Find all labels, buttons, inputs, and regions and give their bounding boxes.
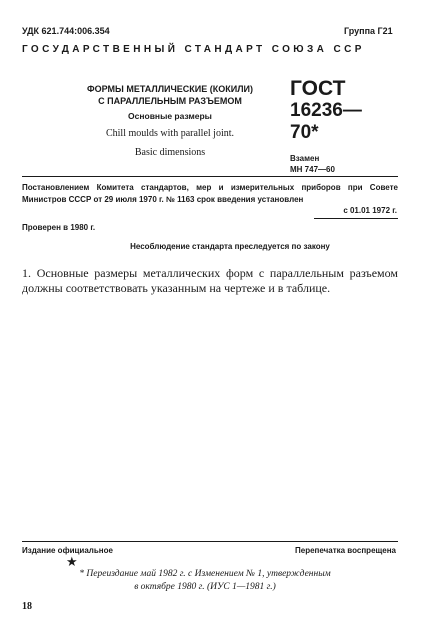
effective-date-underline xyxy=(314,218,398,219)
title-block xyxy=(70,83,270,159)
checked-note: Проверен в 1980 г. xyxy=(22,223,96,232)
replaces-value: МН 747—60 xyxy=(290,165,335,174)
udk-code: УДК 621.744:006.354 xyxy=(22,26,110,36)
replaces-label: Взамен xyxy=(290,154,320,163)
edition-note: Издание официальное xyxy=(22,546,113,555)
effective-date: с 01.01 1972 г. xyxy=(343,206,397,215)
decree-text: Постановлением Комитета стандартов, мер и измерительных приборов при Совете Министров СССР от 29 июля 1970 г. № 1163 срок введения установлен xyxy=(22,183,398,204)
gost-label: ГОСТ xyxy=(290,77,346,100)
reprint-note: Перепечатка воспрещена xyxy=(295,546,396,555)
page-number: 18 xyxy=(22,601,32,612)
title-ru-line1: ФОРМЫ МЕТАЛЛИЧЕСКИЕ (КОКИЛИ) xyxy=(86,84,254,94)
state-standard-header: ГОСУДАРСТВЕННЫЙ СТАНДАРТ СОЮЗА ССР xyxy=(22,44,365,55)
gost-designation xyxy=(290,78,390,175)
top-divider xyxy=(22,176,398,177)
footnote-line2: в октябре 1980 г. (ИУС 1—1981 г.) xyxy=(134,582,276,592)
subtitle-ru: Основные размеры xyxy=(128,111,212,121)
group-code: Группа Г21 xyxy=(344,26,393,36)
title-en-line1: Chill moulds with parallel joint. xyxy=(105,128,235,139)
title-ru-line2: С ПАРАЛЛЕЛЬНЫМ РАЗЪЕМОМ xyxy=(98,96,242,106)
bottom-divider xyxy=(22,541,398,542)
footnote xyxy=(60,568,350,594)
star-icon: ★ xyxy=(66,554,78,569)
body-paragraph-1: 1. Основные размеры металлических форм с параллельным разъемом должны соответствовать указанным на чертеже и в таблице. xyxy=(22,266,398,295)
title-en-line2: Basic dimensions xyxy=(134,147,206,158)
compliance-note: Несоблюдение стандарта преследуется по закону xyxy=(130,242,330,251)
footnote-line1: * Переиздание май 1982 г. с Изменением № 1, утвержденным xyxy=(79,569,331,579)
gost-number: 16236—70* xyxy=(290,100,362,143)
